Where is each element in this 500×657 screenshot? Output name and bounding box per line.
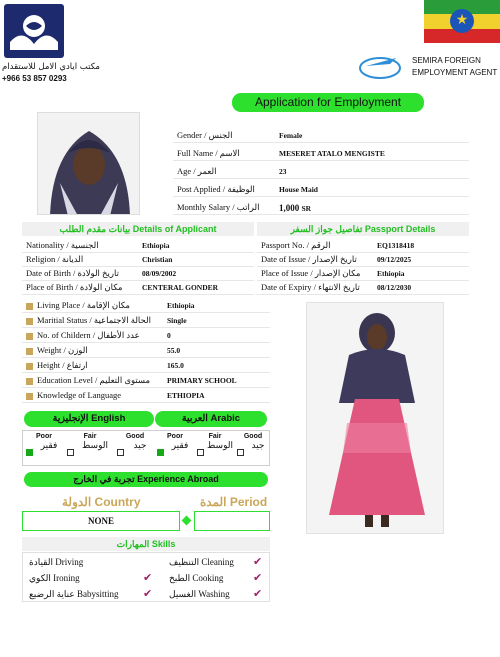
arabic-header: العربية Arabic: [155, 411, 267, 427]
passport-header: تفاصيل جواز السفر Passport Details: [257, 222, 469, 236]
children-value: 0: [167, 331, 171, 340]
extra-row: [22, 298, 270, 313]
agency-name-ar: مكتب ايادي الامل للاستقدام: [2, 62, 100, 72]
field-row: [173, 182, 469, 197]
country-value: NONE: [87, 516, 114, 526]
check-icon: ✔: [253, 572, 263, 584]
age-value: 23: [279, 167, 287, 176]
left-logo: [4, 4, 64, 58]
applicant-table: [22, 238, 254, 296]
height-value: 165.0: [167, 361, 184, 370]
globe-plane-icon: [356, 52, 406, 80]
arabic-good-checkbox[interactable]: [237, 449, 244, 456]
flag-emblem-icon: ★: [450, 9, 474, 33]
weight-label: Weight / الوزن: [37, 345, 88, 355]
religion-label: Religion / الديانة: [26, 254, 84, 264]
arabic-fair-checkbox[interactable]: [197, 449, 204, 456]
expiry-value: 08/12/2030: [377, 283, 412, 292]
period-label: المدة Period: [200, 495, 268, 509]
skills-table: [22, 552, 270, 602]
height-label: Height / ارتفاع: [37, 360, 88, 370]
issue-date-value: 09/12/2025: [377, 255, 412, 264]
bullet-icon: [26, 378, 33, 385]
skill-cooking: الطبخ Cooking: [169, 573, 224, 583]
agency-phone: +966 53 857 0293: [2, 74, 67, 83]
expiry-label: Date of Expiry / تاريخ الانتهاء: [261, 282, 360, 292]
english-good-checkbox[interactable]: [117, 449, 124, 456]
page-title: Application for Employment: [232, 93, 424, 112]
level-label: Good: [243, 433, 263, 440]
bullet-icon: [26, 393, 33, 400]
field-row: [173, 128, 469, 143]
issue-place-label: Place of Issue / مكان الإصدار: [261, 268, 361, 278]
language-levels: [22, 430, 270, 466]
semira-logo: [356, 52, 406, 80]
period-box: [194, 511, 270, 531]
fullname-value: MESERET ATALO MENGISTE: [279, 149, 385, 158]
skill-ironing: الكوي Ironing: [29, 573, 80, 583]
marital-label: Maritial Status / الحالة الاجتماعية: [37, 315, 151, 325]
passport-row: [257, 266, 469, 281]
fullname-label: Full Name / الاسم: [177, 148, 240, 158]
level-label-ar: الوسط: [207, 440, 233, 450]
post-value: House Maid: [279, 185, 318, 194]
salary-value: 1,000 SR: [279, 203, 312, 213]
bullet-icon: [26, 303, 33, 310]
passport-table: [257, 238, 469, 296]
extra-row: [22, 358, 270, 373]
skills-header: المهارات Skills: [22, 537, 270, 551]
religion-value: Christian: [142, 255, 173, 264]
passport-no-label: Passport No. / الرقم: [261, 240, 331, 250]
english-header: الإنجليزية English: [24, 411, 154, 427]
level-label: Fair: [208, 433, 222, 440]
applicant-row: [22, 238, 254, 253]
agency-right-line2: EMPLOYMENT AGENT: [412, 68, 498, 77]
gender-value: Female: [279, 131, 303, 140]
country-label: الدولة Country: [62, 495, 141, 509]
salary-label: Monthly Salary / الراتب: [177, 202, 260, 212]
living-place-value: Ethiopia: [167, 301, 195, 310]
english-poor-checkbox[interactable]: [26, 449, 33, 456]
gender-label: Gender / الجنس: [177, 130, 233, 140]
portrait-photo: [37, 112, 140, 215]
field-row: [173, 200, 469, 215]
agency-right-line1: SEMIRA FOREIGN: [412, 56, 481, 65]
skill-washing: الغسيل Washing: [169, 589, 230, 599]
ethiopia-flag: [424, 0, 500, 43]
applicant-header: بيانات مقدم الطلب Details of Applicant: [22, 222, 254, 236]
education-label: Education Level / مستوى التعليم: [37, 375, 151, 385]
level-label: Good: [125, 433, 145, 440]
bullet-icon: [26, 348, 33, 355]
education-value: PRIMARY SCHOOL: [167, 376, 237, 385]
salary-unit: SR: [301, 204, 312, 213]
pob-label: Place of Birth / مكان الولادة: [26, 282, 123, 292]
passport-no-value: EQ1318418: [377, 241, 415, 250]
applicant-row: [22, 266, 254, 281]
issue-date-label: Date of Issue / تاريخ الإصدار: [261, 254, 357, 264]
level-label: Poor: [36, 433, 52, 440]
language-value: ETHIOPIA: [167, 391, 205, 400]
dob-value: 08/09/2002: [142, 269, 177, 278]
bullet-icon: [26, 333, 33, 340]
bullet-icon: [26, 318, 33, 325]
applicant-row: [22, 280, 254, 295]
passport-row: [257, 238, 469, 253]
living-place-label: Living Place / مكان الإقامة: [37, 300, 130, 310]
check-icon: ✔: [253, 556, 263, 568]
level-label-ar: الوسط: [82, 440, 108, 450]
check-icon: ✔: [143, 588, 153, 600]
age-label: Age / العمر: [177, 166, 217, 176]
nationality-label: Nationality / الجنسية: [26, 240, 99, 250]
check-icon: ✔: [143, 572, 153, 584]
extra-row: [22, 388, 270, 403]
level-label: Fair: [83, 433, 97, 440]
level-label-ar: جيد: [133, 440, 147, 450]
english-fair-checkbox[interactable]: [67, 449, 74, 456]
pob-value: CENTERAL GONDER: [142, 283, 219, 292]
children-label: No. of Childern / عدد الأطفال: [37, 330, 140, 340]
extra-row: [22, 343, 270, 358]
level-label-ar: فقير: [171, 440, 189, 450]
field-row: [173, 146, 469, 161]
arabic-poor-checkbox[interactable]: [157, 449, 164, 456]
skill-babysitting: عناية الرضيع Babysitting: [29, 589, 119, 599]
extra-row: [22, 373, 270, 388]
level-label-ar: جيد: [251, 440, 265, 450]
extra-table: [22, 298, 270, 404]
field-row: [173, 164, 469, 179]
post-label: Post Applied / الوظيفة: [177, 184, 255, 194]
nationality-value: Ethiopia: [142, 241, 170, 250]
fullbody-photo: [306, 302, 444, 534]
weight-value: 55.0: [167, 346, 181, 355]
bullet-icon: [26, 363, 33, 370]
language-label: Knowledge of Language: [37, 390, 122, 400]
level-label-ar: فقير: [40, 440, 58, 450]
diamond-icon: [182, 516, 192, 526]
hands-globe-icon: [4, 4, 64, 58]
skill-driving: القيادة Driving: [29, 557, 84, 567]
issue-place-value: Ethiopia: [377, 269, 405, 278]
country-box: [22, 511, 180, 531]
extra-row: [22, 328, 270, 343]
marital-value: Single: [167, 316, 187, 325]
experience-header: تجربة في الخارج Experience Abroad: [24, 472, 268, 487]
extra-row: [22, 313, 270, 328]
applicant-row: [22, 252, 254, 267]
passport-row: [257, 280, 469, 295]
dob-label: Date of Birth / تاريخ الولادة: [26, 268, 119, 278]
passport-row: [257, 252, 469, 267]
top-fields-table: [173, 128, 469, 218]
check-icon: ✔: [253, 588, 263, 600]
level-label: Poor: [167, 433, 183, 440]
skill-cleaning: التنظيف Cleaning: [169, 557, 234, 567]
